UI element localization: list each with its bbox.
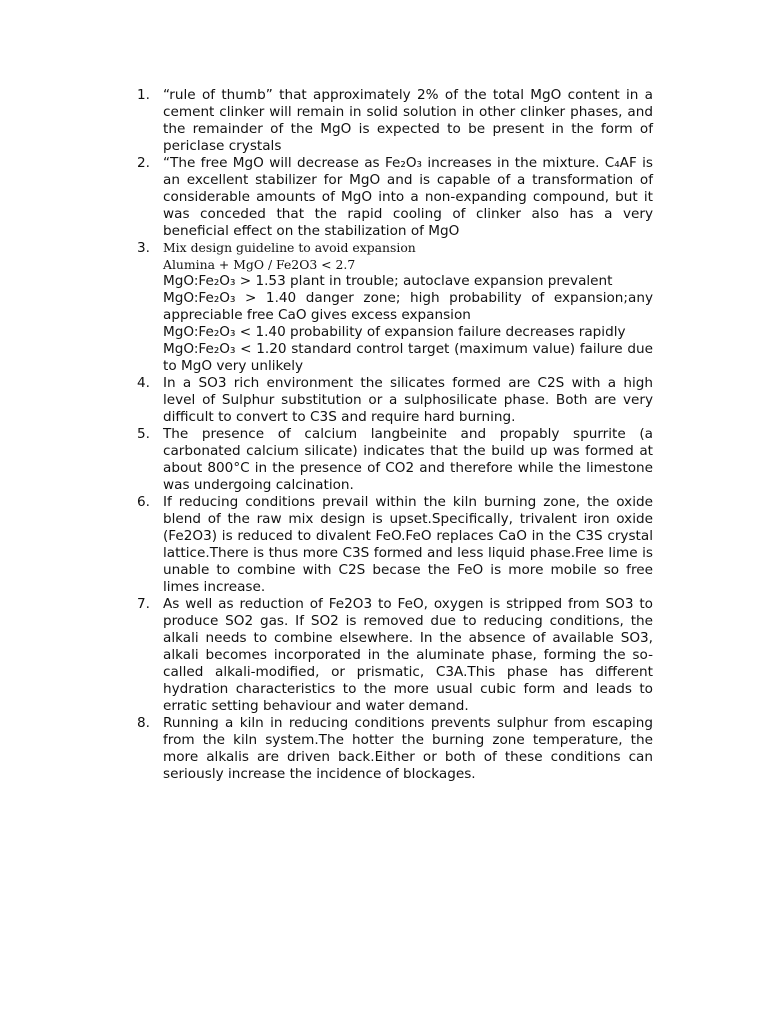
- list-item-1: [115, 87, 653, 155]
- list-item-text: As well as reduction of Fe2O3 to FeO, oxygen is stripped from SO3 to produce SO2 gas. If SO2 is removed due to reducing conditions, the alkali needs to combine elsewhere. In the absence of available SO3, alkali becomes incorporated in the aluminate phase, forming the so-called alkali-modified, or prismatic, C3A.This phase has different hydration characteristics to the more usual cubic form and leads to erratic setting behaviour and water demand.: [163, 596, 653, 714]
- ratio-line-2: MgO:Fe₂O₃ > 1.40 danger zone; high probability of expansion;any appreciable free CaO gives excess expansion: [163, 290, 653, 323]
- list-item-5: [115, 426, 653, 494]
- list-item-text: The presence of calcium langbeinite and propably spurrite (a carbonated calcium silicate) indicates that the build up was formed at about 800°C in the presence of CO2 and therefore while the limestone was undergoing calcination.: [163, 426, 653, 493]
- list-item-4: [115, 375, 653, 426]
- list-item-text: If reducing conditions prevail within the kiln burning zone, the oxide blend of the raw mix design is upset.Specifically, trivalent iron oxide (Fe2O3) is reduced to divalent FeO.FeO replaces CaO in the C3S crystal lattice.There is thus more C3S formed and less liquid phase.Free lime is unable to combine with C2S becase the FeO is more mobile so free limes increase.: [163, 494, 653, 595]
- numbered-list: [115, 87, 653, 783]
- list-number: 2.: [137, 155, 150, 171]
- list-item-8: [115, 715, 653, 783]
- list-item-7: [115, 596, 653, 715]
- guideline-heading: Mix design guideline to avoid expansion: [163, 240, 416, 255]
- list-item-6: [115, 494, 653, 596]
- list-number: 6.: [137, 494, 150, 510]
- list-number: 4.: [137, 375, 150, 391]
- list-number: 5.: [137, 426, 150, 442]
- ratio-line-4: MgO:Fe₂O₃ < 1.20 standard control target (maximum value) failure due to MgO very unlikely: [163, 341, 653, 374]
- list-item-text: “rule of thumb” that approximately 2% of the total MgO content in a cement clinker will remain in solid solution in other clinker phases, and the remainder of the MgO is expected to be present in the form of periclase crystals: [163, 87, 653, 154]
- list-number: 1.: [137, 87, 150, 103]
- list-number: 7.: [137, 596, 150, 612]
- list-number: 3.: [137, 240, 150, 256]
- list-number: 8.: [137, 715, 150, 731]
- list-item-text: “The free MgO will decrease as Fe₂O₃ increases in the mixture. C₄AF is an excellent stabilizer for MgO and is capable of a transformation of considerable amounts of MgO into a non-expanding compound, but it was conceded that the rapid cooling of clinker also has a very beneficial effect on the stabilization of MgO: [163, 155, 653, 239]
- list-item-2: [115, 155, 653, 240]
- list-item-3: [115, 240, 653, 273]
- list-item-text: Running a kiln in reducing conditions prevents sulphur from escaping from the kiln system.The hotter the burning zone temperature, the more alkalis are driven back.Either or both of these conditions can seriously increase the incidence of blockages.: [163, 715, 653, 782]
- guideline-formula: Alumina + MgO / Fe2O3 < 2.7: [163, 256, 356, 272]
- ratio-line-1: MgO:Fe₂O₃ > 1.53 plant in trouble; autoclave expansion prevalent: [163, 273, 613, 289]
- list-item-text: In a SO3 rich environment the silicates formed are C2S with a high level of Sulphur substitution or a sulphosilicate phase. Both are very difficult to convert to C3S and require hard burning.: [163, 375, 653, 425]
- ratio-line-3: MgO:Fe₂O₃ < 1.40 probability of expansion failure decreases rapidly: [163, 324, 626, 340]
